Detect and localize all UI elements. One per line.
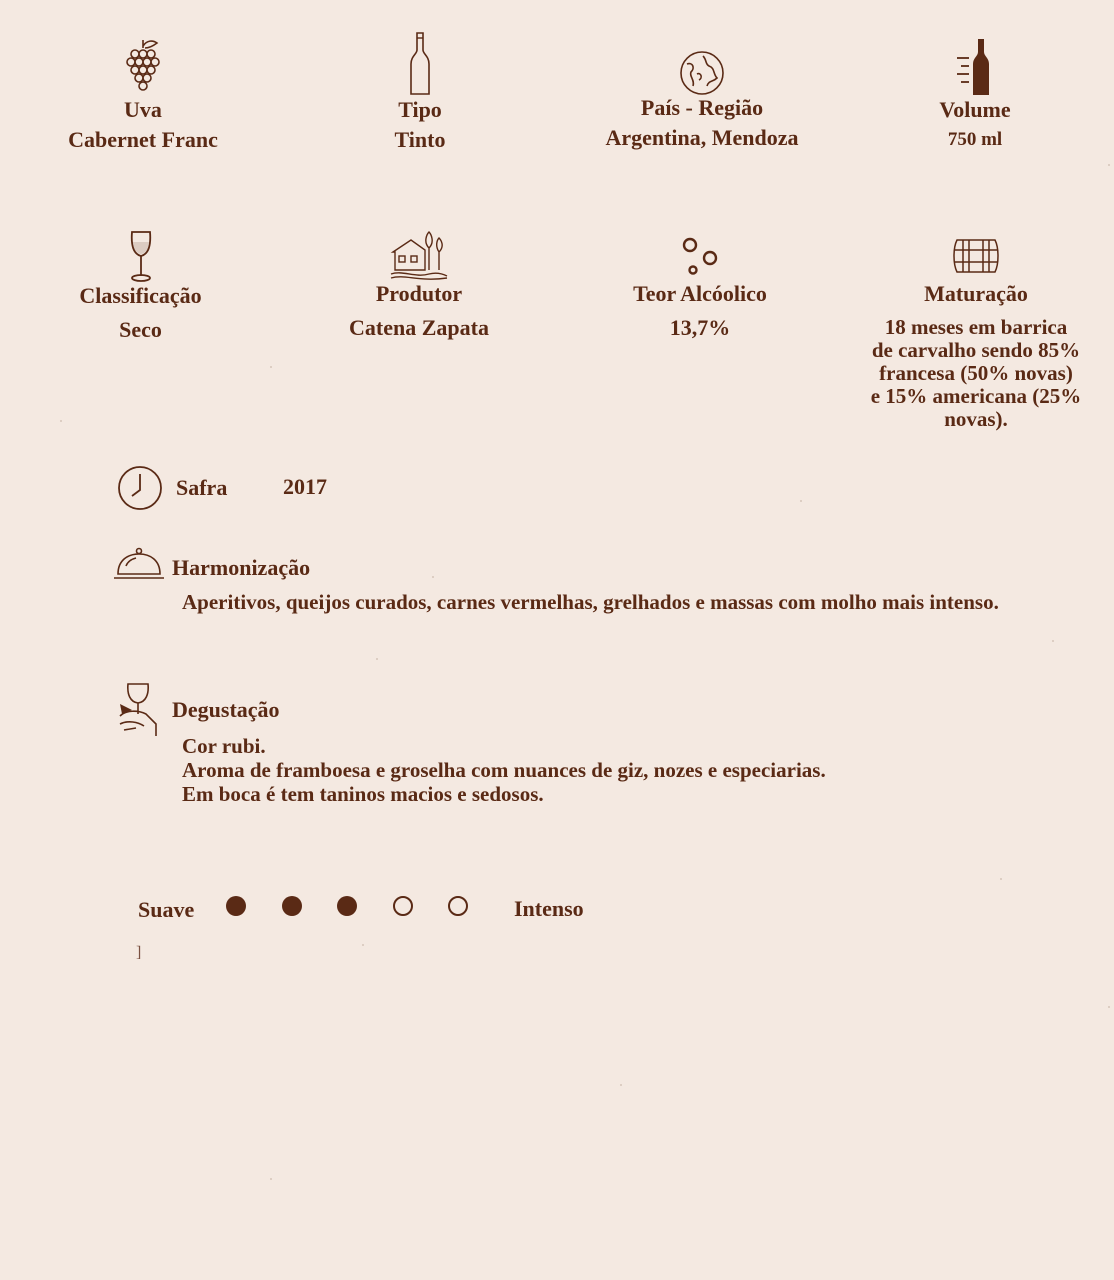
produtor-label: Produtor (375, 281, 463, 306)
bubbles-icon (680, 236, 720, 278)
clock-icon (116, 464, 164, 512)
attr-classificacao (58, 230, 223, 342)
cloche-icon (112, 546, 166, 582)
stray-char: ] (136, 944, 142, 961)
attr-produtor (330, 230, 508, 340)
volume-value: 750 ml (947, 129, 1003, 150)
maturacao-label: Maturação (924, 281, 1028, 306)
intensity-dot-filled (226, 896, 246, 916)
intensity-max-label: Intenso (514, 896, 584, 921)
globe-icon (679, 50, 725, 96)
attr-volume (900, 38, 1050, 152)
safra-value: 2017 (283, 474, 327, 499)
tasting-hand-icon (116, 680, 162, 738)
attr-tipo (345, 32, 495, 152)
intensity-scale (226, 896, 486, 920)
uva-value: Cabernet Franc (68, 127, 218, 152)
maturacao-value (858, 316, 1094, 431)
intensity-dot-empty (448, 896, 468, 916)
uva-label: Uva (124, 97, 162, 122)
barrel-icon (951, 236, 1001, 276)
attr-maturacao (858, 236, 1094, 431)
maturacao-line: 18 meses em barrica (884, 315, 1068, 339)
degustacao-text (182, 734, 1062, 806)
intensity-min-label: Suave (138, 897, 195, 922)
produtor-value: Catena Zapata (349, 315, 489, 340)
tipo-value: Tinto (394, 127, 446, 152)
classificacao-label: Classificação (79, 283, 202, 308)
classificacao-value: Seco (119, 317, 162, 342)
bottle-outline-icon (409, 32, 431, 96)
attr-uva (48, 38, 238, 152)
safra-label: Safra (176, 475, 228, 500)
harmonizacao-title: Harmonização (172, 555, 311, 580)
grape-icon (123, 38, 163, 96)
tipo-label: Tipo (398, 97, 442, 122)
intensity-dot-empty (393, 896, 413, 916)
maturacao-line: francesa (50% novas) (879, 361, 1073, 385)
pais-label: País - Região (640, 95, 764, 120)
harmonizacao-text: Aperitivos, queijos curados, carnes vermelhas, grelhados e massas com molho mais intenso. (182, 590, 999, 614)
intensity-dot-filled (337, 896, 357, 916)
maturacao-line: novas). (944, 407, 1008, 431)
attr-teor (610, 236, 790, 340)
bottle-volume-icon (955, 38, 995, 96)
teor-label: Teor Alcóolico (633, 281, 767, 306)
degustacao-line: Em boca é tem taninos macios e sedosos. (182, 782, 544, 806)
wine-glass-icon (129, 230, 153, 282)
teor-value: 13,7% (669, 315, 731, 340)
volume-label: Volume (939, 97, 1011, 122)
winery-icon (389, 230, 449, 280)
maturacao-line: e 15% americana (25% (870, 384, 1082, 408)
maturacao-line: de carvalho sendo 85% (871, 338, 1081, 362)
intensity-dot-filled (282, 896, 302, 916)
pais-value: Argentina, Mendoza (605, 125, 799, 150)
degustacao-line: Aroma de framboesa e groselha com nuances de giz, nozes e especiarias. (182, 758, 826, 782)
degustacao-title: Degustação (172, 697, 280, 722)
degustacao-line: Cor rubi. (182, 734, 266, 758)
attr-pais (582, 50, 822, 150)
